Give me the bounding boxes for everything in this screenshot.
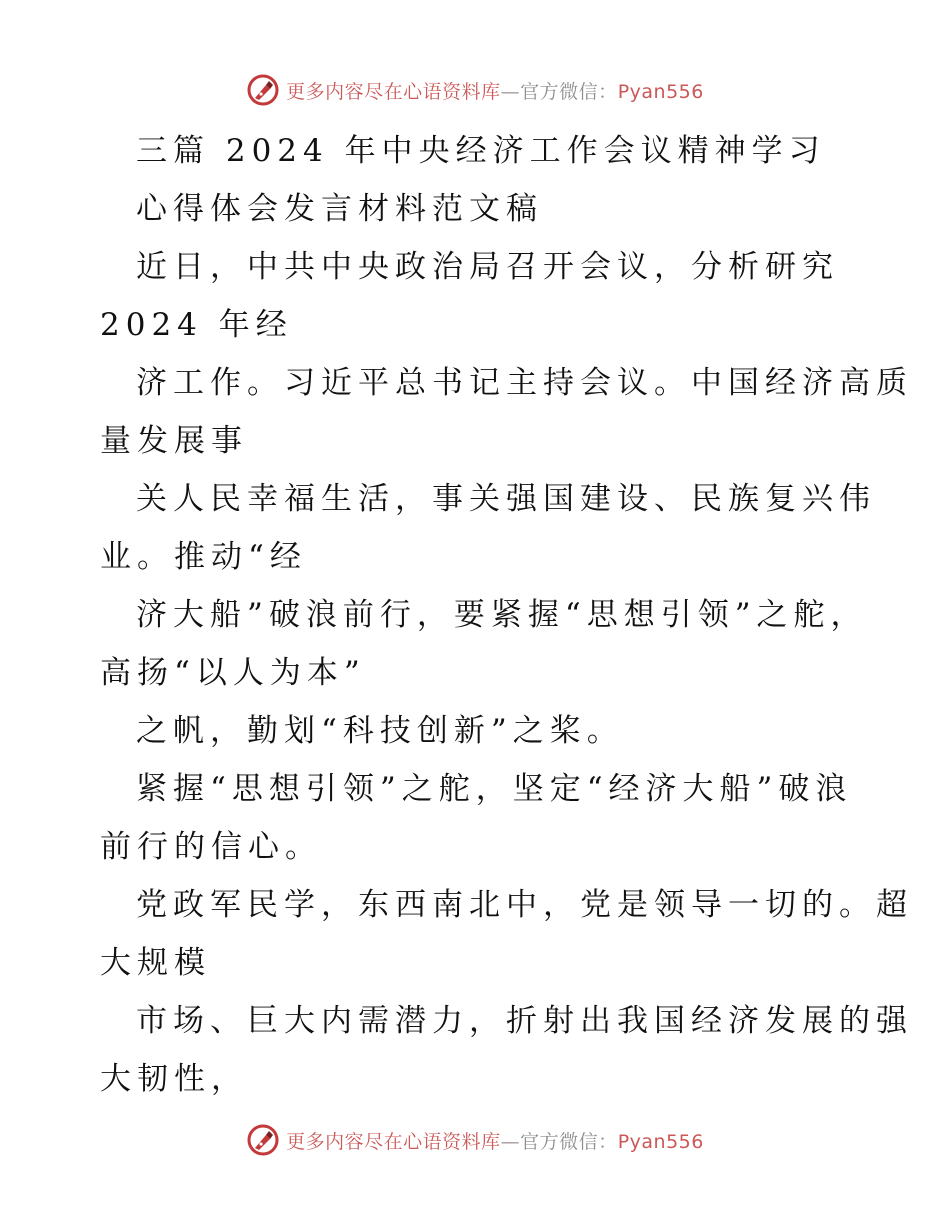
watermark-text xyxy=(286,1127,704,1154)
watermark-brand: 更多内容尽在心语资料库 xyxy=(286,1130,501,1153)
text-line: 业。推动“经 xyxy=(100,539,307,575)
document-body xyxy=(100,122,913,1108)
text-line: 大规模 xyxy=(100,945,211,981)
text-line: 心得体会发言材料范文稿 xyxy=(136,191,543,227)
text-line: 前行的信心。 xyxy=(100,829,322,865)
pen-nib-circle-icon xyxy=(246,73,280,107)
footer-watermark xyxy=(0,1120,950,1160)
watermark-wechat-label: 官方微信： xyxy=(520,1130,618,1153)
text-line: 大韧性， xyxy=(100,1061,248,1097)
text-line: 市场、巨大内需潜力，折射出我国经济发展的强 xyxy=(136,1003,913,1039)
text-line: 量发展事 xyxy=(100,423,248,459)
pen-nib-circle-icon xyxy=(246,1123,280,1157)
watermark-separator: — xyxy=(500,80,521,103)
text-line: 2024 年经 xyxy=(100,307,293,343)
text-line: 济工作。习近平总书记主持会议。中国经济高质 xyxy=(136,365,913,401)
watermark-brand: 更多内容尽在心语资料库 xyxy=(286,80,501,103)
text-line: 近日，中共中央政治局召开会议，分析研究 xyxy=(136,249,839,285)
watermark-text xyxy=(286,77,704,104)
header-watermark xyxy=(0,70,950,110)
text-line: 党政军民学，东西南北中，党是领导一切的。超 xyxy=(136,887,913,923)
text-line: 高扬“以人为本” xyxy=(100,655,366,691)
watermark-separator: — xyxy=(500,1130,521,1153)
watermark-wechat-id: Pyan556 xyxy=(617,80,704,103)
watermark-wechat-id: Pyan556 xyxy=(617,1130,704,1153)
text-line: 关人民幸福生活，事关强国建设、民族复兴伟 xyxy=(136,481,876,517)
text-line: 济大船”破浪前行，要紧握“思想引领”之舵， xyxy=(136,597,868,633)
text-line: 三篇 2024 年中央经济工作会议精神学习 xyxy=(136,133,826,169)
text-line: 紧握“思想引领”之舵，坚定“经济大船”破浪 xyxy=(136,771,853,807)
watermark-wechat-label: 官方微信： xyxy=(520,80,618,103)
text-line: 之帆，勤划“科技创新”之桨。 xyxy=(136,713,624,749)
